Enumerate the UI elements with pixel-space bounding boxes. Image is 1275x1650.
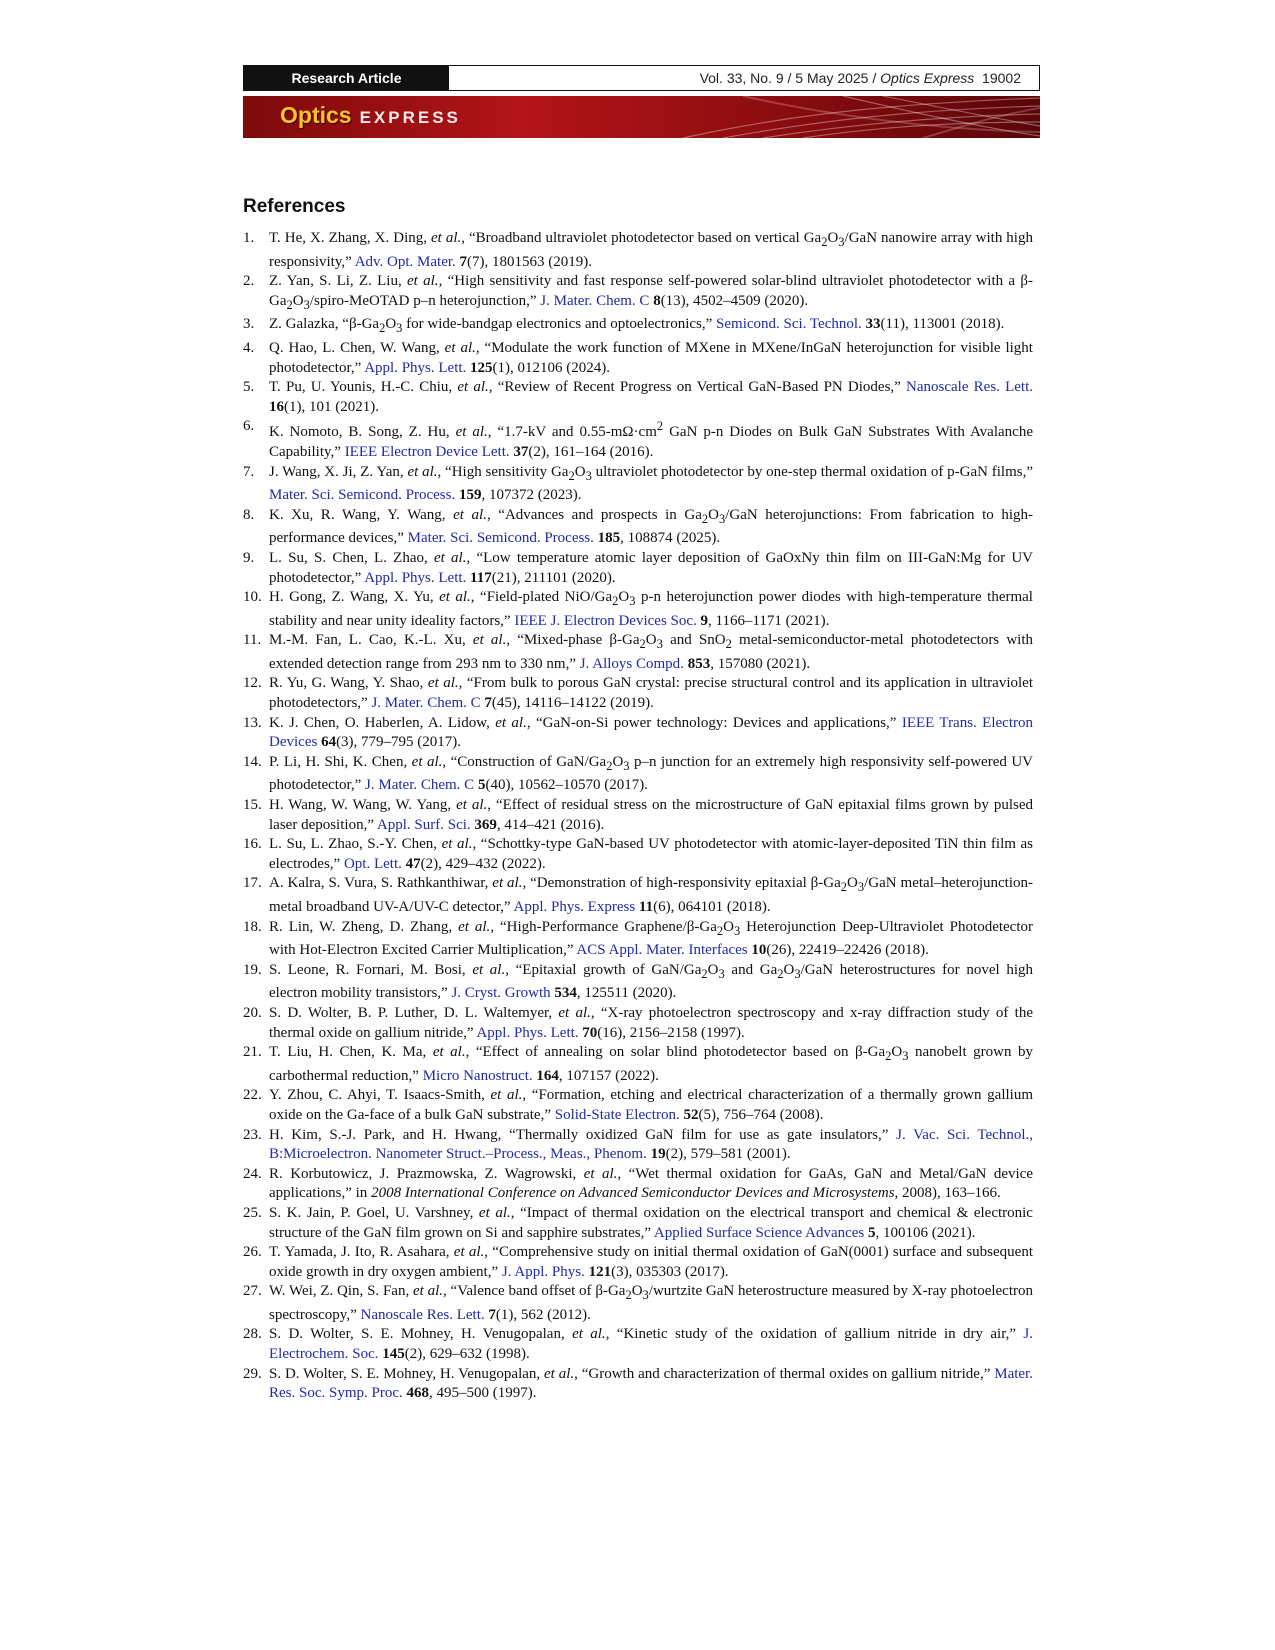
reference-number: 14.: [243, 753, 262, 770]
reference-number: 11.: [243, 632, 262, 649]
reference-item: [243, 874, 1033, 917]
reference-number: 7.: [243, 463, 255, 480]
journal-link[interactable]: J. Vac. Sci. Technol., B:Microelectron. Nanometer Struct.–Process., Meas., Phenom.: [269, 1126, 1033, 1163]
reference-item: [243, 549, 1033, 588]
reference-item: [243, 796, 1033, 835]
reference-number: 16.: [243, 836, 262, 853]
reference-item: [243, 1365, 1033, 1404]
reference-text: R. Lin, W. Zheng, D. Zhang, et al., “High-Performance Graphene/$\beta-Ga_2O_3$ Heterojunction Deep-Ultraviolet Photodetector with Hot-Electron Excited Carrier Multiplication,” ACS Appl. Mater. Interfaces 10(26), 22419–22426 (2018).: [269, 918, 1033, 959]
logo-express-text: EXPRESS: [359, 108, 461, 127]
reference-text: H. Kim, S.-J. Park, and H. Hwang, “Thermally oxidized GaN film for use as gate insulators,” J. Vac. Sci. Technol., B:Microelectron. Nanometer Struct.–Process., Meas., Phenom. 19(2), 579–581 (2001).: [269, 1126, 1033, 1163]
reference-number: 17.: [243, 875, 262, 892]
reference-item: [243, 1282, 1033, 1325]
citation-line: [449, 66, 1039, 90]
reference-number: 8.: [243, 506, 255, 523]
reference-item: [243, 961, 1033, 1004]
journal-link[interactable]: Semicond. Sci. Technol.: [716, 316, 862, 333]
journal-link[interactable]: ACS Appl. Mater. Interfaces: [576, 942, 748, 959]
reference-number: 27.: [243, 1283, 262, 1300]
journal-link[interactable]: IEEE Trans. Electron Devices: [269, 714, 1033, 751]
reference-text: T. Pu, U. Younis, H.-C. Chiu, et al., “Review of Recent Progress on Vertical GaN-Based PN Diodes,” Nanoscale Res. Lett. 16(1), 101 (2021).: [269, 379, 1033, 415]
journal-link[interactable]: J. Alloys Compd.: [579, 655, 684, 672]
reference-item: [243, 1004, 1033, 1043]
reference-text: R. Yu, G. Wang, Y. Shao, et al., “From bulk to porous GaN crystal: precise structural control and its application in ultraviolet photodetectors,” J. Mater. Chem. C 7(45), 14116–14122 (2019).: [269, 675, 1033, 712]
reference-text: A. Kalra, S. Vura, S. Rathkanthiwar, et al., “Demonstration of high-responsivity epitaxial $\beta-Ga_2O_3$/GaN metal–heterojunction-metal broadband UV-A/UV-C detector,” Appl. Phys. Express 11(6), 064101 (2018).: [269, 875, 1033, 915]
journal-link[interactable]: Appl. Phys. Lett.: [364, 569, 467, 586]
journal-link[interactable]: Appl. Phys. Lett.: [364, 359, 467, 376]
reference-number: 20.: [243, 1004, 262, 1021]
reference-number: 22.: [243, 1087, 262, 1104]
journal-link[interactable]: Appl. Phys. Lett.: [476, 1024, 579, 1041]
journal-link[interactable]: Opt. Lett.: [343, 855, 402, 872]
reference-text: S. D. Wolter, B. P. Luther, D. L. Waltemyer, et al., “X-ray photoelectron spectroscopy and x-ray diffraction study of the thermal oxide on gallium nitride,” Appl. Phys. Lett. 70(16), 2156–2158 (1997).: [269, 1004, 1033, 1041]
reference-number: 26.: [243, 1244, 262, 1261]
journal-link[interactable]: J. Mater. Chem. C: [540, 292, 650, 309]
reference-number: 25.: [243, 1204, 262, 1221]
reference-item: [243, 272, 1033, 315]
reference-text: W. Wei, Z. Qin, S. Fan, et al., “Valence band offset of $\beta-Ga_2O_3$/wurtzite GaN heterostructure measured by X-ray photoelectron spectroscopy,” Nanoscale Res. Lett. 7(1), 562 (2012).: [269, 1283, 1033, 1323]
journal-logo: [280, 102, 461, 129]
article-type-label: Research Article: [244, 66, 449, 90]
citation-volume: Vol. 33, No. 9 / 5 May 2025 /: [699, 70, 881, 86]
reference-text: H. Wang, W. Wang, W. Yang, et al., “Effect of residual stress on the microstructure of GaN epitaxial films grown by pulsed laser deposition,” Appl. Surf. Sci. 369, 414–421 (2016).: [269, 797, 1033, 833]
reference-number: 4.: [243, 339, 255, 356]
reference-text: Z. Galazka, “$\beta-Ga_2O_3$ for wide-bandgap electronics and optoelectronics,” Semicond. Sci. Technol. 33(11), 113001 (2018).: [269, 316, 1005, 336]
journal-link[interactable]: J. Appl. Phys.: [501, 1263, 585, 1280]
reference-number: 28.: [243, 1326, 262, 1343]
reference-item: [243, 417, 1033, 462]
journal-link[interactable]: J. Mater. Chem. C: [365, 777, 475, 794]
journal-link[interactable]: Appl. Phys. Express: [513, 899, 636, 915]
journal-link[interactable]: Adv. Opt. Mater.: [354, 253, 456, 270]
reference-text: S. D. Wolter, S. E. Mohney, H. Venugopalan, et al., “Kinetic study of the oxidation of gallium nitride in dry air,” J. Electrochem. Soc. 145(2), 629–632 (1998).: [269, 1326, 1033, 1363]
reference-item: [243, 1243, 1033, 1282]
reference-number: 6.: [243, 418, 255, 435]
reference-item: [243, 588, 1033, 631]
reference-item: [243, 378, 1033, 417]
reference-text: T. He, X. Zhang, X. Ding, et al., “Broadband ultraviolet photodetector based on vertical $Ga_2O_3$/GaN nanowire array with high responsivity,” Adv. Opt. Mater. 7(7), 1801563 (2019).: [269, 230, 1033, 270]
reference-text: S. Leone, R. Fornari, M. Bosi, et al., “Epitaxial growth of GaN/$Ga_2O_3$ and $Ga_2O_3$/GaN heterostructures for novel high electron mobility transistors,” J. Cryst. Growth 534, 125511 (2020).: [269, 961, 1033, 1002]
reference-number: 1.: [243, 230, 255, 246]
reference-text: K. Xu, R. Wang, Y. Wang, et al., “Advances and prospects in $Ga_2O_3$/GaN heterojunctions: From fabrication to high-performance devices,” Mater. Sci. Semicond. Process. 185, 108874 (2025).: [269, 506, 1034, 547]
references-list: [243, 229, 1033, 1404]
journal-link[interactable]: J. Electrochem. Soc.: [269, 1326, 1033, 1363]
journal-link[interactable]: J. Mater. Chem. C: [371, 695, 481, 712]
logo-optics-text: Optics: [280, 102, 352, 128]
reference-text: T. Yamada, J. Ito, R. Asahara, et al., “Comprehensive study on initial thermal oxidation of GaN(0001) surface and subsequent oxide growth in dry oxygen ambient,” J. Appl. Phys. 121(3), 035303 (2017).: [269, 1244, 1034, 1280]
journal-name: Optics Express: [880, 70, 975, 86]
reference-text: J. Wang, X. Ji, Z. Yan, et al., “High sensitivity $Ga_2O_3$ ultraviolet photodetector by one-step thermal oxidation of p-GaN films,” Mater. Sci. Semicond. Process. 159, 107372 (2023).: [269, 463, 1033, 504]
reference-item: [243, 1126, 1033, 1165]
journal-banner: [243, 96, 1040, 138]
reference-text: P. Li, H. Shi, K. Chen, et al., “Construction of GaN/$Ga_2O_3$ p–n junction for an extremely high responsivity self-powered UV photodetector,” J. Mater. Chem. C 5(40), 10562–10570 (2017).: [269, 753, 1033, 794]
journal-link[interactable]: Mater. Sci. Semicond. Process.: [407, 530, 594, 547]
journal-link[interactable]: Mater. Res. Soc. Symp. Proc.: [269, 1365, 1033, 1402]
reference-item: [243, 918, 1033, 961]
journal-link[interactable]: Nanoscale Res. Lett.: [906, 379, 1033, 396]
reference-number: 12.: [243, 675, 262, 692]
reference-item: [243, 1086, 1033, 1125]
reference-item: [243, 1043, 1033, 1086]
reference-text: T. Liu, H. Chen, K. Ma, et al., “Effect of annealing on solar blind photodetector based on $\beta-Ga_2O_3$ nanobelt grown by carbothermal reduction,” Micro Nanostruct. 164, 107157 (2022).: [269, 1044, 1033, 1084]
reference-item: [243, 229, 1033, 272]
reference-text: L. Su, S. Chen, L. Zhao, et al., “Low temperature atomic layer deposition of GaOxNy thin film on III-GaN:Mg for UV photodetector,” Appl. Phys. Lett. 117(21), 211101 (2020).: [269, 549, 1033, 586]
reference-text: Z. Yan, S. Li, Z. Liu, et al., “High sensitivity and fast response self-powered solar-blind ultraviolet photodetector with a $\beta-Ga_2O_3/spiro$-MeOTAD p–n heterojunction,” J. Mater. Chem. C 8(13), 4502–4509 (2020).: [269, 273, 1033, 312]
journal-link[interactable]: Applied Surface Science Advances: [653, 1224, 865, 1241]
reference-number: 2.: [243, 273, 255, 290]
reference-number: 23.: [243, 1126, 262, 1143]
reference-text: H. Gong, Z. Wang, X. Yu, et al., “Field-plated NiO/$Ga_2O_3$ p-n heterojunction power diodes with high-temperature thermal stability and near unity ideality factors,” IEEE J. Electron Devices Soc. 9, 1166–1171 (2021).: [269, 589, 1033, 629]
journal-link[interactable]: IEEE Electron Device Lett.: [344, 443, 510, 460]
reference-number: 9.: [243, 549, 255, 566]
reference-text: Q. Hao, L. Chen, W. Wang, et al., “Modulate the work function of MXene in MXene/InGaN heterojunction for visible light photodetector,” Appl. Phys. Lett. 125(1), 012106 (2024).: [269, 339, 1033, 376]
reference-item: [243, 1325, 1033, 1364]
reference-item: [243, 714, 1033, 753]
page-number: 19002: [974, 70, 1021, 86]
reference-text: K. Nomoto, B. Song, Z. Hu, et al., “1.7-kV and $0.55-m\Omega\cdot cm^2$ GaN p-n Diodes on Bulk GaN Substrates With Avalanche Capability,” IEEE Electron Device Lett. 37(2), 161–164 (2016).: [269, 419, 1033, 460]
reference-item: [243, 506, 1033, 549]
reference-item: [243, 835, 1033, 874]
reference-number: 21.: [243, 1044, 262, 1061]
journal-link[interactable]: Appl. Surf. Sci.: [376, 816, 471, 833]
reference-number: 15.: [243, 797, 262, 814]
reference-text: L. Su, L. Zhao, S.-Y. Chen, et al., “Schottky-type GaN-based UV photodetector with atomic-layer-deposited TiN thin film as electrodes,” Opt. Lett. 47(2), 429–432 (2022).: [269, 836, 1033, 872]
journal-header: [243, 65, 1040, 91]
reference-text: R. Korbutowicz, J. Prazmowska, Z. Wagrowski, et al., “Wet thermal oxidation for GaAs, GaN and Metal/GaN device applications,” in 2008 International Conference on Advanced Semiconductor Devices and Microsystems, 2008), 163–166.: [269, 1165, 1034, 1202]
reference-number: 24.: [243, 1165, 262, 1182]
journal-link[interactable]: Solid-State Electron.: [554, 1106, 680, 1123]
reference-number: 29.: [243, 1365, 262, 1382]
reference-item: [243, 463, 1033, 506]
journal-link[interactable]: Mater. Sci. Semicond. Process.: [269, 487, 456, 504]
journal-link[interactable]: Nanoscale Res. Lett.: [360, 1306, 485, 1323]
reference-number: 13.: [243, 714, 262, 731]
reference-number: 19.: [243, 961, 262, 978]
reference-text: M.-M. Fan, L. Cao, K.-L. Xu, et al., “Mixed-phase $\beta-Ga_2O_3$ and SnO$_2$ metal-semiconductor-metal photodetectors with extended detection range from 293 nm to 330 nm,” J. Alloys Compd. 853, 157080 (2021).: [269, 632, 1033, 672]
reference-number: 3.: [243, 316, 255, 333]
reference-item: [243, 753, 1033, 796]
reference-text: S. K. Jain, P. Goel, U. Varshney, et al., “Impact of thermal oxidation on the electrical transport and chemical & electronic structure of the GaN film grown on Si and sapphire substrates,” Applied Surface Science Advances 5, 100106 (2021).: [269, 1204, 1033, 1241]
reference-number: 10.: [243, 589, 262, 606]
reference-item: [243, 674, 1033, 713]
reference-item: [243, 1204, 1033, 1243]
reference-text: S. D. Wolter, S. E. Mohney, H. Venugopalan, et al., “Growth and characterization of thermal oxides on gallium nitride,” Mater. Res. Soc. Symp. Proc. 468, 495–500 (1997).: [269, 1365, 1033, 1402]
reference-item: [243, 315, 1033, 339]
journal-link[interactable]: Micro Nanostruct.: [422, 1067, 533, 1084]
reference-item: [243, 631, 1033, 674]
reference-text: K. J. Chen, O. Haberlen, A. Lidow, et al., “GaN-on-Si power technology: Devices and applications,” IEEE Trans. Electron Devices 64(3), 779–795 (2017).: [269, 714, 1033, 751]
reference-text: Y. Zhou, C. Ahyi, T. Isaacs-Smith, et al., “Formation, etching and electrical characterization of a thermally grown gallium oxide on the Ga-face of a bulk GaN substrate,” Solid-State Electron. 52(5), 756–764 (2008).: [269, 1087, 1033, 1123]
journal-link[interactable]: IEEE J. Electron Devices Soc.: [514, 612, 697, 629]
journal-link[interactable]: J. Cryst. Growth: [451, 985, 551, 1002]
reference-number: 5.: [243, 379, 255, 396]
reference-number: 18.: [243, 918, 262, 935]
reference-item: [243, 339, 1033, 378]
references-heading: References: [243, 196, 346, 217]
reference-item: [243, 1165, 1033, 1204]
